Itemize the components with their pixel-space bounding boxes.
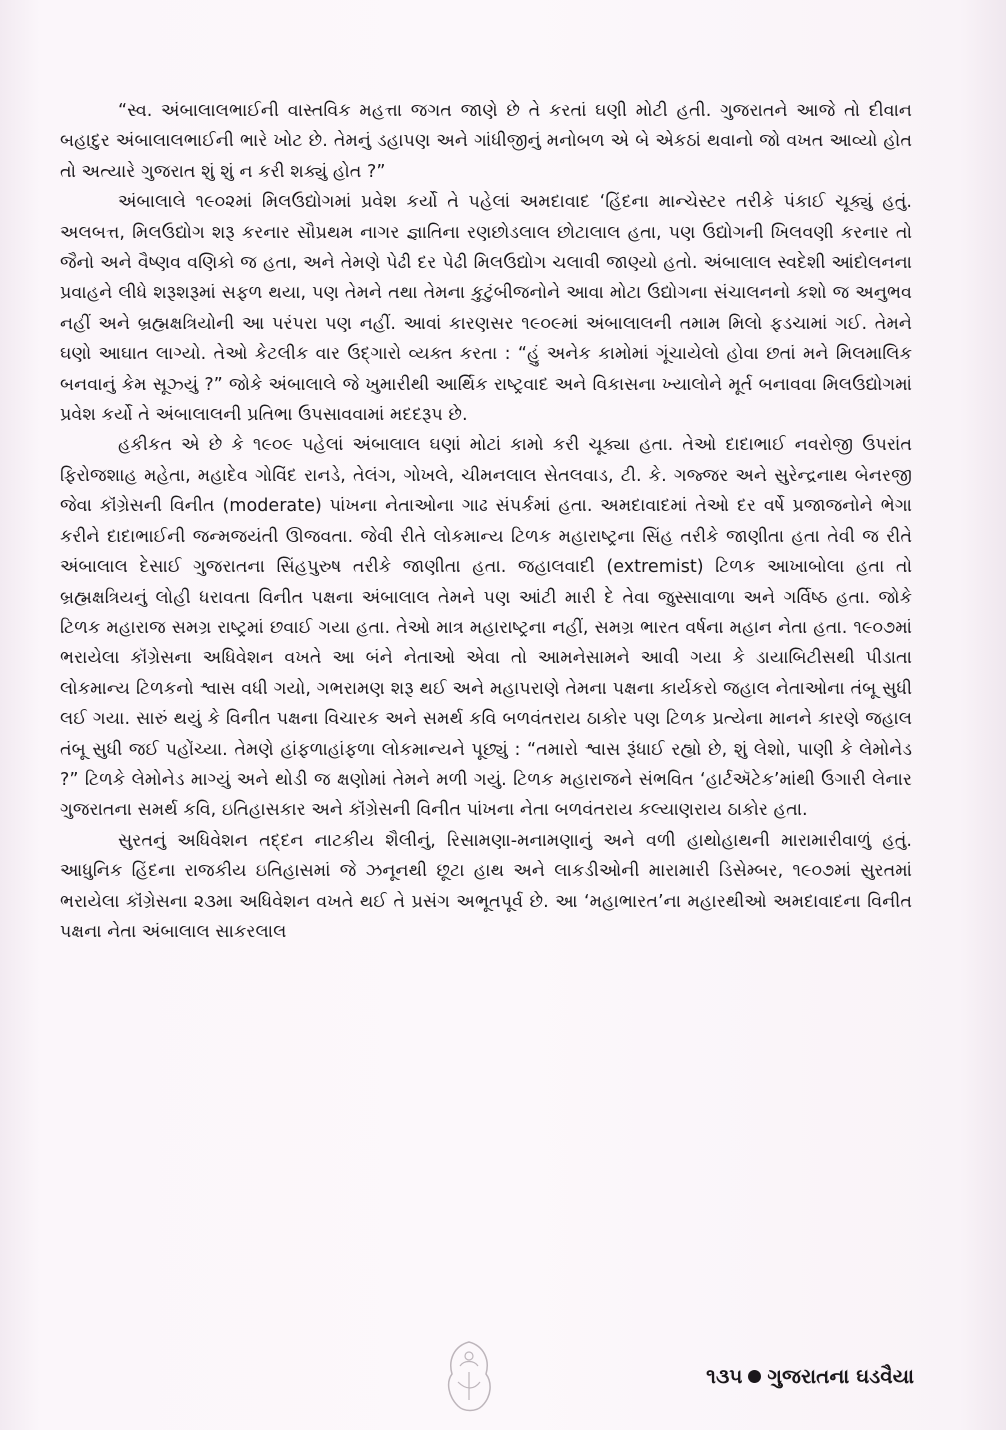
book-title: ગુજરાતના ઘડવૈયા [767, 1364, 914, 1388]
page-number: ૧૩૫ [706, 1364, 743, 1388]
paragraph-quote: “સ્વ. અંબાલાલભાઈની વાસ્તવિક મહત્તા જગત જાણે છે તે કરતાં ઘણી મોટી હતી. ગુજરાતને આજે તો દીવાન બહાદુર અંબાલાલભાઈની ભારે ખોટ છે. તેમનું ડહાપણ અને ગાંધીજીનું મનોબળ એ બે એકઠાં થવાનો જો વખત આવ્યો હોત તો અત્યારે ગુજરાત શું શું ન કરી શક્યું હોત ?” [60, 101, 913, 182]
body-text [60, 96, 912, 947]
bullet-icon [748, 1370, 761, 1383]
paragraph-surat-session: સુરતનું અધિવેશન તદ્દન નાટકીય શૈલીનું, રિસામણા-મનામણાનું અને વળી હાથોહાથની મારામારીવાળું હતું. આધુનિક હિંદના રાજકીય ઇતિહાસમાં જે ઝનૂનથી છૂટા હાથ અને લાકડીઓની મારામારી ડિસેમ્બર, ૧૯૦૭માં સુરતમાં ભરાયેલા કૉંગ્રેસના ૨૩મા અધિવેશન વખતે થઈ તે પ્રસંગ અભૂતપૂર્વ છે. આ ‘મહાભારત’ના મહારથીઓ અમદાવાદના વિનીત પક્ષના નેતા અંબાલાલ સાકરલાલ [60, 830, 912, 942]
decorative-emblem-icon [436, 1336, 502, 1416]
paragraph-tilak: હકીકત એ છે કે ૧૯૦૯ પહેલાં અંબાલાલ ઘણાં મોટાં કામો કરી ચૂક્યા હતા. તેઓ દાદાભાઈ નવરોજી ઉપરાંત ફિરોજશાહ મહેતા, મહાદેવ ગોવિંદ રાનડે, તેલંગ, ગોખલે, ચીમનલાલ સેતલવાડ, ટી. કે. ગજ્જર અને સુરેન્દ્રનાથ બેનરજી જેવા કૉંગ્રેસની વિનીત (moderate) પાંખના નેતાઓના ગાઢ સંપર્કમાં હતા. અમદાવાદમાં તેઓ દર વર્ષે પ્રજાજનોને ભેગા કરીને દાદાભાઈની જન્મજયંતી ઊજવતા. જેવી રીતે લોકમાન્ય ટિળક મહારાષ્ટ્રના સિંહ તરીકે જાણીતા હતા તેવી જ રીતે અંબાલાલ દેસાઈ ગુજરાતના સિંહપુરુષ તરીકે જાણીતા હતા. જહાલવાદી (extremist) ટિળક આખાબોલા હતા તો બ્રહ્મક્ષત્રિયનું લોહી ધરાવતા વિનીત પક્ષના અંબાલાલ તેમને પણ આંટી મારી દે તેવા જુસ્સાવાળા અને ગર્વિષ્ઠ હતા. જોકે ટિળક મહારાજ સમગ્ર રાષ્ટ્રમાં છવાઈ ગયા હતા. તેઓ માત્ર મહારાષ્ટ્રના નહીં, સમગ્ર ભારત વર્ષના મહાન નેતા હતા. ૧૯૦૭માં ભરાયેલા કૉંગ્રેસના અધિવેશન વખતે આ બંને નેતાઓ એવા તો આમનેસામને આવી ગયા કે ડાયાબિટીસથી પીડાતા લોકમાન્ય ટિળકનો શ્વાસ વધી ગયો, ગભરામણ શરૂ થઈ અને મહાપરાણે તેમના પક્ષના કાર્યકરો જહાલ નેતાઓના તંબૂ સુધી લઈ ગયા. સારું થયું કે વિનીત પક્ષના વિચારક અને સમર્થ કવિ બળવંતરાય ઠાકોર પણ ટિળક પ્રત્યેના માનને કારણે જહાલ તંબૂ સુધી જઈ પહોંચ્યા. તેમણે હાંફળાહાંફળા લોકમાન્યને પૂછ્યું : “તમારો શ્વાસ રૂંધાઈ રહ્યો છે, શું લેશો, પાણી કે લેમોનેડ ?” ટિળકે લેમોનેડ માગ્યું અને થોડી જ ક્ષણોમાં તેમને મળી ગયું. ટિળક મહારાજને સંભવિત ‘હાર્ટઍટેક’માંથી ઉગારી લેનાર ગુજરાતના સમર્થ કવિ, ઇતિહાસકાર અને કૉંગ્રેસની વિનીત પાંખના નેતા બળવંતરાય કલ્યાણરાય ઠાકોર હતા. [60, 435, 912, 821]
paragraph-mill-industry: અંબાલાલે ૧૯૦૨માં મિલઉદ્યોગમાં પ્રવેશ કર્યો તે પહેલાં અમદાવાદ ‘હિંદના માન્ચેસ્ટર તરીકે પંકાઈ ચૂક્યું હતું. અલબત્ત, મિલઉદ્યોગ શરૂ કરનાર સૌપ્રથમ નાગર જ્ઞાતિના રણછોડલાલ છોટાલાલ હતા, પણ ઉદ્યોગની ખિલવણી કરનાર તો જૈનો અને વૈષ્ણવ વણિકો જ હતા, અને તેમણે પેઢી દર પેઢી મિલઉદ્યોગ ચલાવી જાણ્યો હતો. અંબાલાલ સ્વદેશી આંદોલનના પ્રવાહને લીધે શરૂશરૂમાં સફળ થયા, પણ તેમને તથા તેમના કુટુંબીજનોને આવા મોટા ઉદ્યોગના સંચાલનનો કશો જ અનુભવ નહીં અને બ્રહ્મક્ષત્રિયોની આ પરંપરા પણ નહીં. આવાં કારણસર ૧૯૦૯માં અંબાલાલની તમામ મિલો ફડચામાં ગઈ. તેમને ઘણો આઘાત લાગ્યો. તેઓ કેટલીક વાર ઉદ્‌ગારો વ્યક્ત કરતા : “હું અનેક કામોમાં ગૂંચાયેલો હોવા છતાં મને મિલમાલિક બનવાનું કેમ સૂઝ્યું ?” જોકે અંબાલાલે જે ખુમારીથી આર્થિક રાષ્ટ્રવાદ અને વિકાસના ખ્યાલોને મૂર્ત બનાવવા મિલઉદ્યોગમાં પ્રવેશ કર્યો તે અંબાલાલની પ્રતિભા ઉપસાવવામાં મદદરૂપ છે. [60, 192, 912, 426]
page-footer [706, 1364, 914, 1388]
